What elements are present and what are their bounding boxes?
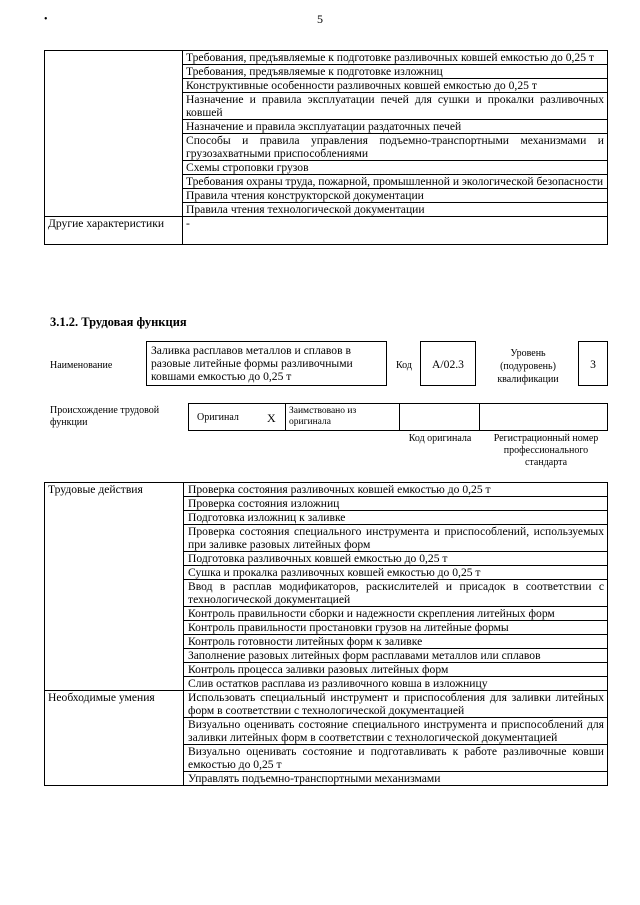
table-cell: Требования охраны труда, пожарной, промышленной и экологической безопасности: [183, 175, 608, 189]
table-cell: Назначение и правила эксплуатации раздаточных печей: [183, 120, 608, 134]
table-cell: Требования, предъявляемые к подготовке изложниц: [183, 65, 608, 79]
qualification-level: 3: [578, 341, 608, 386]
table-cell: Контроль процесса заливки разовых литейных форм: [184, 663, 608, 677]
code-of-original-caption: Код оригинала: [408, 433, 472, 444]
table-cell: Контроль правильности простановки грузов на литейные формы: [184, 621, 608, 635]
table-row: [45, 691, 608, 718]
knowledge-table: [44, 50, 608, 245]
table-cell: Ввод в расплав модификаторов, раскислителей и присадок в соответствии с технологической документацией: [184, 580, 608, 607]
table-cell: Контроль готовности литейных форм к заливке: [184, 635, 608, 649]
table-cell: Конструктивные особенности разливочных ковшей емкостью до 0,25 т: [183, 79, 608, 93]
original-label: Оригинал: [197, 412, 239, 423]
table-cell: Подготовка разливочных ковшей емкостью до 0,25 т: [184, 552, 608, 566]
table-cell: Требования, предъявляемые к подготовке разливочных ковшей емкостью до 0,25 т: [183, 51, 608, 65]
table-cell: Визуально оценивать состояние специального инструмента и приспособлений для заливки литейных форм в соответствии с технологической документацией: [184, 718, 608, 745]
table-cell: Схемы строповки грузов: [183, 161, 608, 175]
origin-label: Происхождение трудовой функции: [50, 405, 160, 428]
table-cell: Использовать специальный инструмент и приспособления для заливки литейных форм в соответствии с технологической документацией: [184, 691, 608, 718]
function-name: Заливка расплавов металлов и сплавов в разовые литейные формы разливочными ковшами емкостью до 0,25 т: [146, 341, 387, 386]
table-cell: Проверка состояния специального инструмента и приспособлений, используемых при заливке разовых литейных форм: [184, 525, 608, 552]
table-cell: Способы и правила управления подъемно-транспортными механизмами и грузозахватными приспособлениями: [183, 134, 608, 161]
labor-actions-label: Трудовые действия: [45, 483, 184, 691]
table-cell: Слив остатков расплава из разливочного ковша в изложницу: [184, 677, 608, 691]
other-characteristics-value: -: [183, 217, 608, 245]
function-code: A/02.3: [420, 341, 476, 386]
table-cell: Управлять подъемно-транспортными механизмами: [184, 772, 608, 786]
table-row: [45, 217, 608, 245]
table-cell: Заполнение разовых литейных форм расплавами металлов или сплавов: [184, 649, 608, 663]
name-label: Наименование: [50, 360, 113, 371]
table-row: [45, 51, 608, 65]
table-cell: Подготовка изложниц к заливке: [184, 511, 608, 525]
code-label: Код: [396, 360, 412, 371]
table-cell: Сушка и прокалка разливочных ковшей емкостью до 0,25 т: [184, 566, 608, 580]
page-mark: •: [44, 14, 48, 25]
origin-box: [188, 403, 608, 431]
duties-table: [44, 482, 608, 786]
other-characteristics-label: Другие характеристики: [45, 217, 183, 245]
table-cell: Визуально оценивать состояние и подготавливать к работе разливочные ковши емкостью до 0,25 т: [184, 745, 608, 772]
registration-number-caption: Регистрационный номер профессионального стандарта: [493, 433, 599, 468]
page-number: 5: [317, 12, 323, 26]
original-mark: X: [267, 411, 276, 425]
table-cell: Правила чтения конструкторской документации: [183, 189, 608, 203]
required-skills-label: Необходимые умения: [45, 691, 184, 786]
table-cell: Контроль правильности сборки и надежности скрепления литейных форм: [184, 607, 608, 621]
section-title: 3.1.2. Трудовая функция: [50, 315, 187, 329]
table-row: [45, 483, 608, 497]
qualification-level-label: Уровень (подуровень) квалификации: [497, 348, 559, 385]
borrowed-label: Заимствовано из оригинала: [289, 406, 357, 427]
table-cell: Проверка состояния разливочных ковшей емкостью до 0,25 т: [184, 483, 608, 497]
table-cell: Назначение и правила эксплуатации печей для сушки и прокалки разливочных ковшей: [183, 93, 608, 120]
table-cell: Проверка состояния изложниц: [184, 497, 608, 511]
table-cell: Правила чтения технологической документации: [183, 203, 608, 217]
